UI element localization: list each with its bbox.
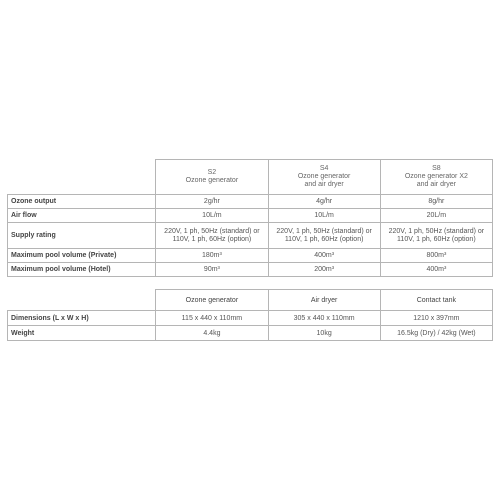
table-row (8, 326, 493, 341)
table-cell: 180m³ (156, 249, 268, 263)
table-row (8, 223, 493, 249)
table-cell: 200m³ (268, 263, 380, 277)
table-cell: 10kg (268, 326, 380, 341)
specification-table (7, 159, 493, 277)
table-row (8, 209, 493, 223)
model-name: S8 (432, 165, 441, 172)
row-label: Ozone output (8, 195, 156, 209)
table-cell: 305 x 440 x 110mm (268, 311, 380, 326)
model-desc: and air dryer (304, 181, 344, 188)
component-header-row (8, 290, 493, 311)
row-label: Supply rating (8, 223, 156, 249)
table-row (8, 311, 493, 326)
row-label: Maximum pool volume (Private) (8, 249, 156, 263)
dimensions-table (7, 289, 493, 341)
table-cell: 20L/m (380, 209, 492, 223)
model-header-row (8, 160, 493, 195)
model-desc: Ozone generator X2 (404, 173, 468, 180)
model-header-s2 (156, 160, 268, 195)
row-label: Maximum pool volume (Hotel) (8, 263, 156, 277)
table-cell: 400m³ (268, 249, 380, 263)
table-cell: 400m³ (380, 263, 492, 277)
cell-line: 110V, 1 ph, 60Hz (option) (397, 235, 476, 243)
cell-line: 110V, 1 ph, 60Hz (option) (284, 235, 364, 243)
cell-line: 220V, 1 ph, 50Hz (standard) or (388, 227, 485, 235)
table-cell (268, 223, 380, 249)
table-cell (380, 223, 492, 249)
row-label: Air flow (8, 209, 156, 223)
table-row (8, 249, 493, 263)
model-desc: and air dryer (416, 181, 457, 188)
table-cell: 8g/hr (380, 195, 492, 209)
row-label: Dimensions (L x W x H) (8, 311, 156, 326)
header-corner (8, 290, 156, 311)
table-cell (156, 223, 268, 249)
header-corner (8, 160, 156, 195)
model-desc: Ozone generator (185, 177, 239, 184)
model-name: S4 (319, 165, 329, 172)
table-cell: 16.5kg (Dry) / 42kg (Wet) (380, 326, 492, 341)
table-cell: 90m³ (156, 263, 268, 277)
row-label: Weight (8, 326, 156, 341)
table-cell: 10L/m (156, 209, 268, 223)
column-header: Ozone generator (156, 290, 268, 311)
model-header-s8 (380, 160, 492, 195)
table-cell: 10L/m (268, 209, 380, 223)
cell-line: 110V, 1 ph, 60Hz (option) (172, 235, 252, 243)
column-header: Contact tank (380, 290, 492, 311)
model-header-s4 (268, 160, 380, 195)
table-cell: 115 x 440 x 110mm (156, 311, 268, 326)
table-cell: 4.4kg (156, 326, 268, 341)
cell-line: 220V, 1 ph, 50Hz (standard) or (164, 227, 260, 235)
table-row (8, 195, 493, 209)
column-header: Air dryer (268, 290, 380, 311)
cell-line: 220V, 1 ph, 50Hz (standard) or (276, 227, 372, 235)
table-cell: 4g/hr (268, 195, 380, 209)
table-row (8, 263, 493, 277)
model-name: S2 (207, 169, 217, 176)
table-cell: 800m³ (380, 249, 492, 263)
model-desc: Ozone generator (297, 173, 351, 180)
table-cell: 1210 x 397mm (380, 311, 492, 326)
table-cell: 2g/hr (156, 195, 268, 209)
